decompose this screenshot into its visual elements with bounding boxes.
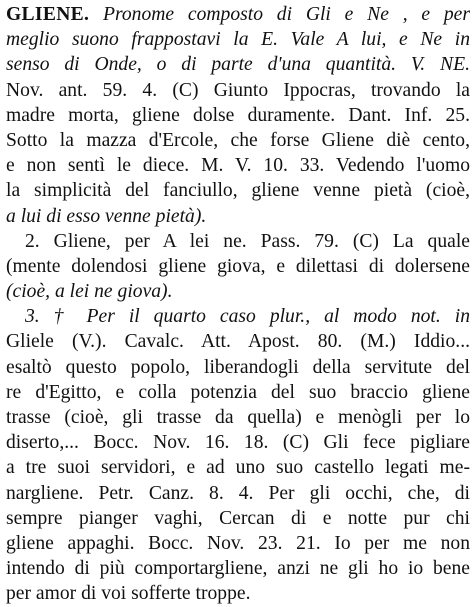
sense-3-line: diserto,... Bocc. Nov. 16. 18. (C) Gli fece pigliare: [6, 432, 470, 454]
entry-line: Nov. ant. 59. 4. (C) Giunto Ippocras, trovando la: [6, 79, 470, 101]
sense-3-line: [6, 304, 470, 329]
entry-line: [6, 52, 470, 77]
sense-3-line: re d'Egitto, e colla potenzia del suo braccio gliene: [6, 381, 470, 403]
entry-text: a lui di esso venne pietà).: [6, 205, 207, 227]
sense-3-line: sempre pianger vaghi, Cercan di e notte pur chi: [6, 507, 470, 529]
entry-line: Sotto la mazza d'Ercole, che forse Gliene diè cento,: [6, 129, 470, 151]
entry-line: e non sentì le diece. M. V. 10. 33. Vedendo l'uomo: [6, 155, 470, 177]
sense-3-line: gliene appaghi. Bocc. Nov. 23. 21. Io per me non: [6, 532, 470, 554]
sense-3-line: intendo di più comportargliene, anzi ne gli ho io bene: [6, 558, 470, 580]
entry-line: la simplicità del fanciullo, gliene venne pietà (cioè,: [6, 180, 470, 202]
entry-text: meglio suono frappostavi la E. Vale A lui, e Ne in: [6, 29, 470, 51]
entry-line: [6, 2, 470, 27]
sense-3-line: Gliele (V.). Cavalc. Att. Apost. 80. (M.) Iddio...: [6, 331, 470, 353]
entry-text: Pronome composto di Gli e Ne , e per: [89, 4, 470, 25]
sense-2-line: 2. Gliene, per A lei ne. Pass. 79. (C) La quale: [25, 230, 470, 252]
sense-3-line: a tre suoi servidori, e ad uno suo castello legati me-: [6, 457, 470, 479]
sense-3-line: per amor di voi sofferte troppe.: [6, 583, 251, 605]
entry-text: senso di Onde, o di parte d'una quantità. V. NE.: [6, 54, 470, 76]
sense-3-line: nargliene. Petr. Canz. 8. 4. Per gli occhi, che, di: [6, 482, 470, 504]
sense-2-line: (mente dolendosi gliene giova, e dilettasi di dolersene: [6, 255, 470, 277]
entry-text: (cioè, a lei ne giova).: [6, 281, 173, 303]
entry-line: madre morta, gliene dolse duramente. Dant. Inf. 25.: [6, 104, 470, 126]
headword: GLIENE.: [6, 4, 90, 25]
sense-3-line: esaltò questo popolo, liberandogli della servitute del: [6, 356, 470, 378]
entry-line: [6, 27, 470, 52]
entry-line: [6, 204, 470, 229]
entry-text: 3. † Per il quarto caso plur., al modo not. in: [25, 306, 470, 328]
sense-3-line: trasse (cioè, gli trasse da quella) e menògli per lo: [6, 407, 470, 428]
sense-2-line: [6, 279, 470, 304]
